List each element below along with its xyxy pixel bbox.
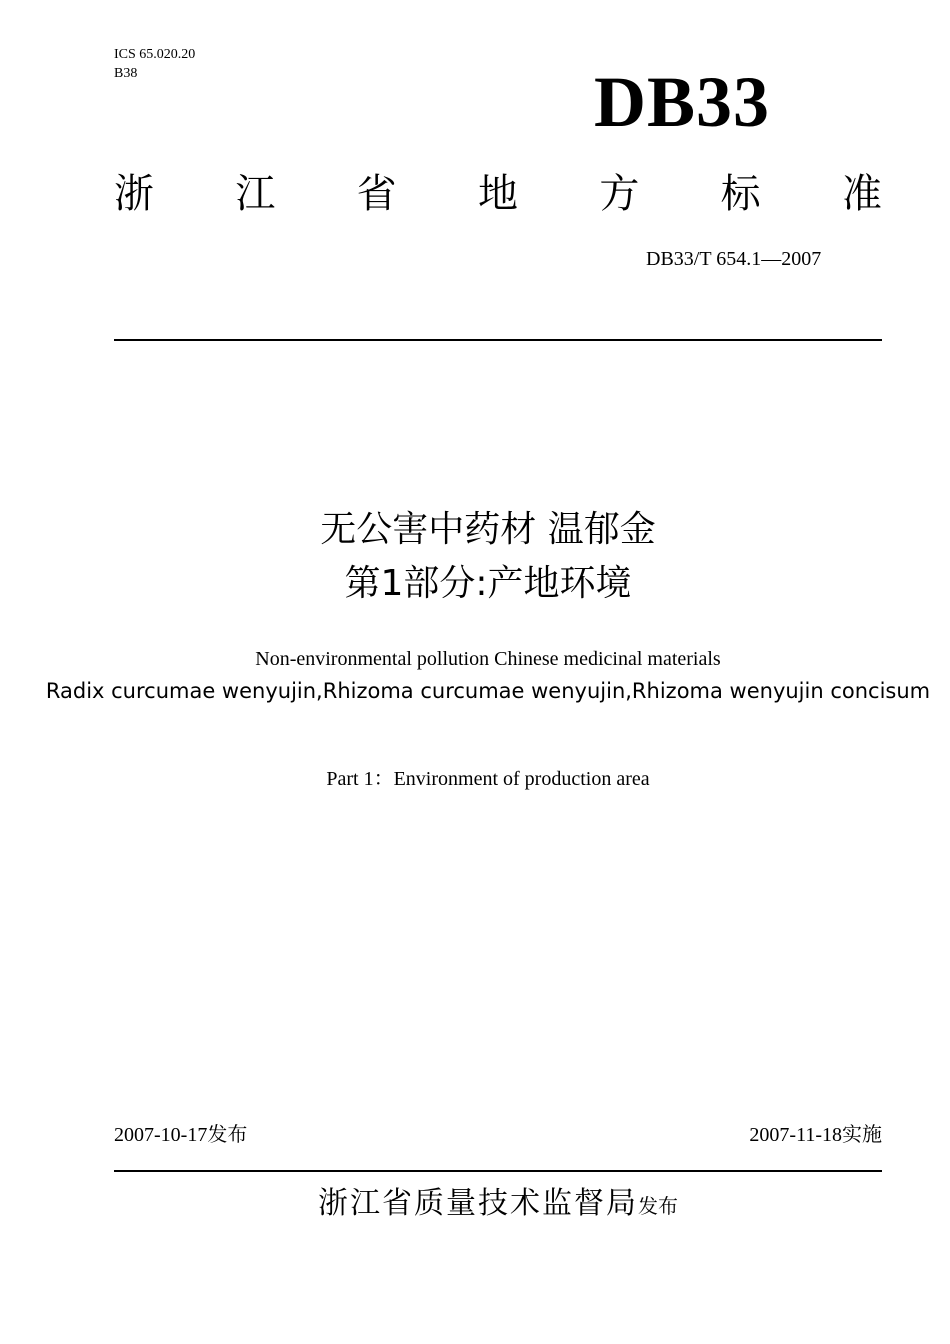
publisher — [0, 1182, 950, 1230]
standard-logo: DB33 — [594, 62, 771, 142]
classification-code: B38 — [114, 66, 138, 81]
standard-type-char: 方 — [599, 171, 640, 217]
standard-type-char: 地 — [477, 171, 518, 217]
issue-date — [114, 1120, 247, 1149]
standard-type-title — [114, 170, 882, 218]
standard-type-char: 江 — [235, 171, 276, 217]
issue-date-label: 发布 — [207, 1122, 248, 1146]
issue-date-value: 2007-10-17 — [114, 1124, 208, 1146]
standard-type-char: 标 — [720, 171, 761, 217]
standard-type-char: 省 — [356, 171, 397, 217]
publisher-name: 浙江省质量技术监督局 — [318, 1186, 638, 1221]
standard-type-char: 浙 — [114, 171, 154, 217]
implementation-date-label: 实施 — [842, 1122, 882, 1146]
top-divider — [114, 339, 882, 341]
english-title: Non-environmental pollution Chinese medicinal materials — [255, 648, 721, 670]
ics-code: ICS 65.020.20 — [114, 47, 196, 62]
implementation-date-value: 2007-11-18 — [749, 1124, 842, 1146]
standard-number: DB33/T 654.1—2007 — [646, 248, 822, 270]
standard-type-char: 准 — [841, 171, 882, 217]
chinese-subtitle: 第1部分:产地环境 — [344, 563, 632, 604]
chinese-title: 无公害中药材 温郁金 — [320, 509, 656, 550]
english-species-names: Radix curcumae wenyujin,Rhizoma curcumae wenyujin,Rhizoma wenyujin concisum — [45, 679, 931, 703]
implementation-date — [749, 1120, 882, 1149]
publisher-suffix: 发布 — [638, 1194, 678, 1218]
bottom-divider — [114, 1170, 882, 1172]
english-part-title: Part 1：Environment of production area — [326, 768, 650, 790]
